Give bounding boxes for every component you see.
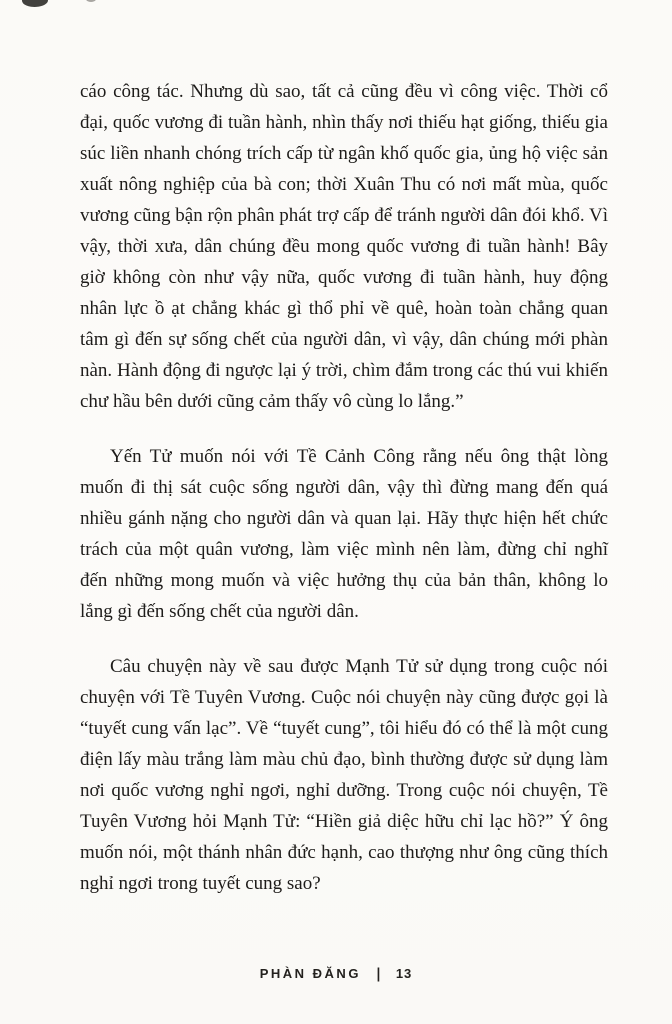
page-number: 13 (395, 966, 413, 981)
body-paragraph: Yến Tử muốn nói với Tề Cảnh Công rằng nếu ông thật lòng muốn đi thị sát cuộc sống người dân, vậy thì đừng mang đến quá nhiều gánh nặng cho người dân và quan lại. Hãy thực hiện hết chức trách của một quân vương, làm việc mình nên làm, đừng chỉ nghĩ đến những mong muốn và việc hưởng thụ của bản thân, không lo lắng gì đến sống chết của người dân. (80, 446, 608, 622)
page-body-text (80, 76, 608, 923)
body-paragraph: cáo công tác. Nhưng dù sao, tất cả cũng đều vì công việc. Thời cổ đại, quốc vương đi tuần hành, nhìn thấy nơi thiếu hạt giống, thiếu gia súc liền nhanh chóng trích cấp từ ngân khố quốc gia, ủng hộ việc sản xuất nông nghiệp của bà con; thời Xuân Thu có nơi mất mùa, quốc vương cũng bận rộn phân phát trợ cấp để tránh người dân đói khổ. Vì vậy, thời xưa, dân chúng đều mong quốc vương đi tuần hành! Bây giờ không còn như vậy nữa, quốc vương đi tuần hành, huy động nhân lực ồ ạt chẳng khác gì thổ phỉ về quê, hoàn toàn chẳng quan tâm gì đến sự sống chết của người dân, vì vậy, dân chúng mới phàn nàn. Hành động đi ngược lại ý trời, chìm đắm trong các thú vui khiến chư hầu bên dưới cũng cảm thấy vô cùng lo lắng.” (80, 81, 608, 412)
page-footer (0, 966, 672, 981)
scan-artifact (22, 0, 49, 8)
scan-artifact (86, 0, 96, 2)
body-paragraph: Câu chuyện này về sau được Mạnh Tử sử dụng trong cuộc nói chuyện với Tề Tuyên Vương. Cuộc nói chuyện này cũng được gọi là “tuyết cung vấn lạc”. Về “tuyết cung”, tôi hiểu đó có thể là một cung điện lấy màu trắng làm màu chủ đạo, bình thường được sử dụng làm nơi quốc vương nghỉ ngơi, nghỉ dưỡng. Trong cuộc nói chuyện, Tề Tuyên Vương hỏi Mạnh Tử: “Hiền giả diệc hữu chỉ lạc hồ?” Ý ông muốn nói, một thánh nhân đức hạnh, cao thượng như ông cũng thích nghỉ ngơi trong tuyết cung sao? (80, 656, 608, 894)
running-footer-author: PHÀN ĐĂNG (259, 966, 361, 981)
footer-separator: | (376, 964, 381, 983)
